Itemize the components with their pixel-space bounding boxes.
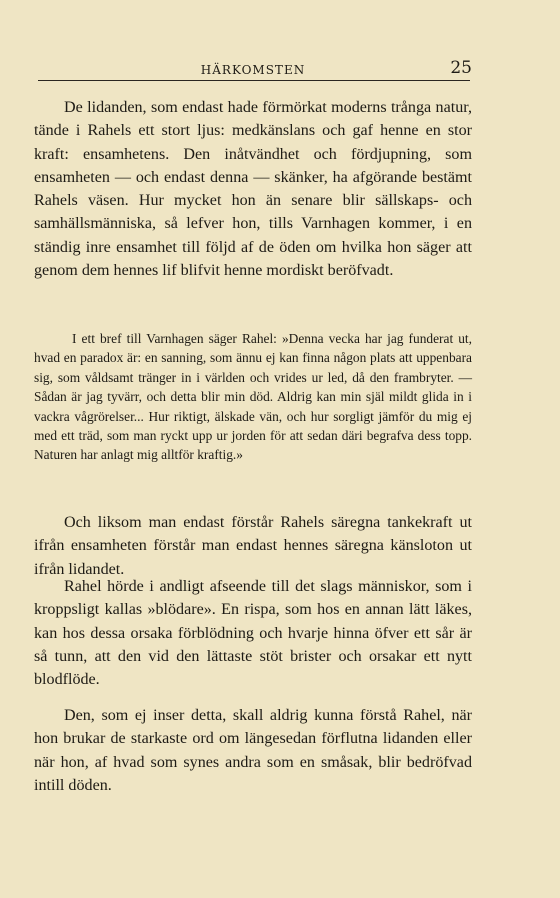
paragraph: Och liksom man endast förstår Rahels säregna tankekraft ut ifrån ensamheten förstår man endast hennes säregna känsloton ut ifrån lidandet.	[34, 514, 472, 578]
page-number: 25	[450, 58, 472, 78]
paragraph: Den, som ej inser detta, skall aldrig kunna förstå Rahel, när hon brukar de starkaste ord om längesedan förflutna lidanden eller när hon, af hvad som synes andra som en småsak, blir bedröfvad intill döden.	[34, 707, 472, 794]
running-head	[34, 60, 472, 80]
running-head-title: HÄRKOMSTEN	[200, 63, 306, 77]
paragraph: De lidanden, som endast hade förmörkat moderns trånga natur, tände i Rahels ett stort ljus: medkänslans och gaf henne en stor kraft: ensamhetens. Den inåtvändhet och fördjupning, som ensamheten — och endast denna — skänker, ha afgörande bestämt Rahels väsen. Hur mycket hon än senare blir sällskaps- och samhällsmänniska, så lefver hon, tills Varnhagen kommer, i en ständig inre ensamhet till följd af de öden om hvilka hon säger att genom dem hennes lif blifvit henne mordiskt beröfvadt.	[34, 99, 472, 280]
letter-quote: I ett bref till Varnhagen säger Rahel: »Denna vecka har jag funderat ut, hvad en paradox är: en sanning, som ännu ej kan finna någon plats att uppenbara sig, som våldsamt tränger in i världen och vrides ur led, då den frambryter. — Sådan är jag tyvärr, och detta blir min död. Aldrig kan min själ mildt glida in i vackra vågrörelser... Hur riktigt, älskade vän, och hur sorgligt jämför du mig ej med ett träd, som man ryckt upp ur jorden för att sedan däri begrafva dess topp. Naturen har anlagt mig alltför kraftig.»	[34, 331, 472, 463]
header-rule	[38, 80, 470, 81]
paragraph: Rahel hörde i andligt afseende till det slags människor, som i kroppsligt kallas »blödare». En rispa, som hos en annan lätt läkes, kan hos dessa orsaka förblödning och hvarje hinna öfver ett sår är så tunn, att den vid den lättaste stöt brister och orsakar ett nytt blodflöde.	[34, 578, 472, 689]
